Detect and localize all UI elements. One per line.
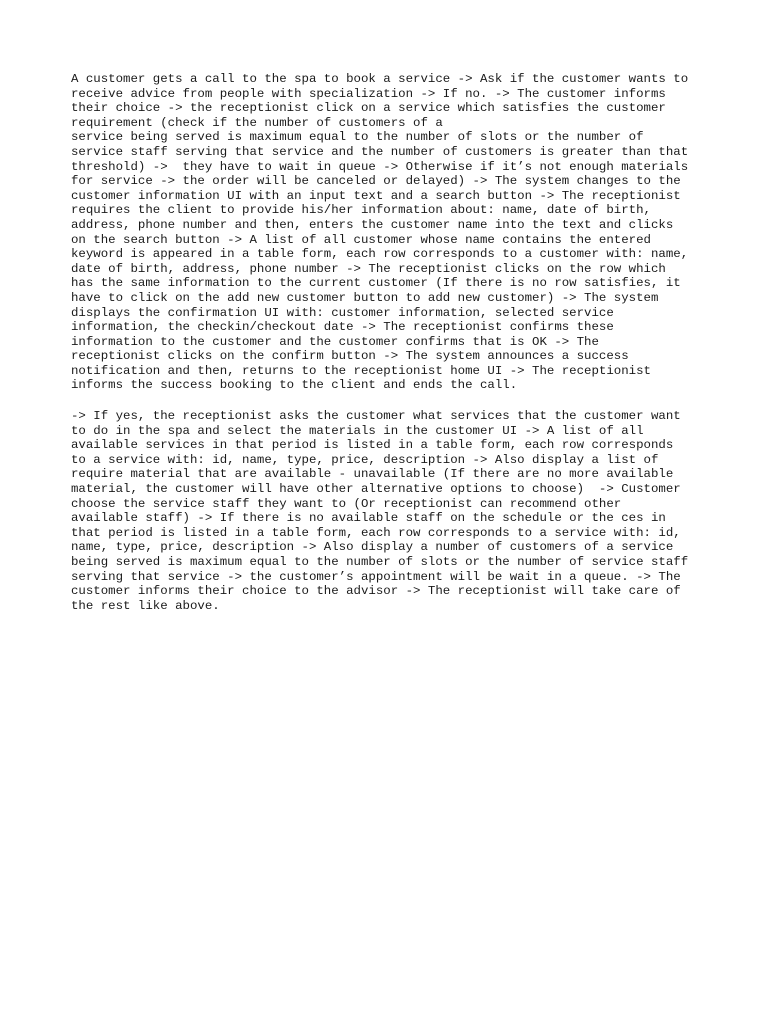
text-line: receptionist clicks on the confirm button -> The system announces a success <box>71 349 629 364</box>
text-line: customer information UI with an input text and a search button -> The receptionist <box>71 188 681 203</box>
text-line: information to the customer and the customer confirms that is OK -> The <box>71 334 599 349</box>
text-line: material, the customer will have other alternative options to choose) -> Customer <box>71 481 681 496</box>
text-line: for service -> the order will be canceled or delayed) -> The system changes to the <box>71 174 681 189</box>
text-line: informs the success booking to the client and ends the call. <box>71 378 518 393</box>
text-line: information, the checkin/checkout date -> The receptionist confirms these <box>71 320 614 335</box>
text-line: receive advice from people with specialization -> If no. -> The customer informs <box>71 86 666 101</box>
text-line: serving that service -> the customer’s appointment will be wait in a queue. -> The <box>71 569 681 584</box>
text-line: their choice -> the receptionist click on a service which satisfies the customer <box>71 101 666 116</box>
text-line: available staff) -> If there is no available staff on the schedule or the ces in <box>71 511 666 526</box>
text-line: to do in the spa and select the materials in the customer UI -> A list of all <box>71 423 644 438</box>
text-line: requires the client to provide his/her information about: name, date of birth, <box>71 203 651 218</box>
text-line: threshold) -> they have to wait in queue -> Otherwise if it’s not enough materials <box>71 159 689 174</box>
text-line: date of birth, address, phone number -> The receptionist clicks on the row which <box>71 261 666 276</box>
text-line: has the same information to the current customer (If there is no row satisfies, it <box>71 276 681 291</box>
text-line: being served is maximum equal to the number of slots or the number of service staff <box>71 554 689 569</box>
text-line: require material that are available - unavailable (If there are no more available <box>71 467 674 482</box>
text-line: address, phone number and then, enters the customer name into the text and clicks <box>71 217 674 232</box>
text-line: to a service with: id, name, type, price, description -> Also display a list of <box>71 452 659 467</box>
text-line: available services in that period is listed in a table form, each row corresponds <box>71 438 674 453</box>
text-line: that period is listed in a table form, each row corresponds to a service with: id, <box>71 525 681 540</box>
text-line: on the search button -> A list of all customer whose name contains the entered <box>71 232 651 247</box>
text-line: service staff serving that service and the number of customers is greater than that <box>71 144 689 159</box>
text-line: keyword is appeared in a table form, each row corresponds to a customer with: name, <box>71 247 689 262</box>
text-line: A customer gets a call to the spa to book a service -> Ask if the customer wants to <box>71 72 689 86</box>
text-line: choose the service staff they want to (Or receptionist can recommend other <box>71 496 622 511</box>
text-line: name, type, price, description -> Also display a number of customers of a service <box>71 540 674 555</box>
text-line: have to click on the add new customer button to add new customer) -> The system <box>71 290 659 305</box>
text-line: requirement (check if the number of customers of a <box>71 115 443 130</box>
paragraph-no-branch <box>71 72 711 393</box>
text-line: the rest like above. <box>71 598 220 613</box>
text-line: service being served is maximum equal to the number of slots or the number of <box>71 130 644 145</box>
text-line: customer informs their choice to the advisor -> The receptionist will take care of <box>71 584 681 599</box>
text-line: -> If yes, the receptionist asks the customer what services that the customer want <box>71 409 681 423</box>
text-line: notification and then, returns to the receptionist home UI -> The receptionist <box>71 363 651 378</box>
paragraph-yes-branch <box>71 409 711 613</box>
text-line: displays the confirmation UI with: customer information, selected service <box>71 305 614 320</box>
